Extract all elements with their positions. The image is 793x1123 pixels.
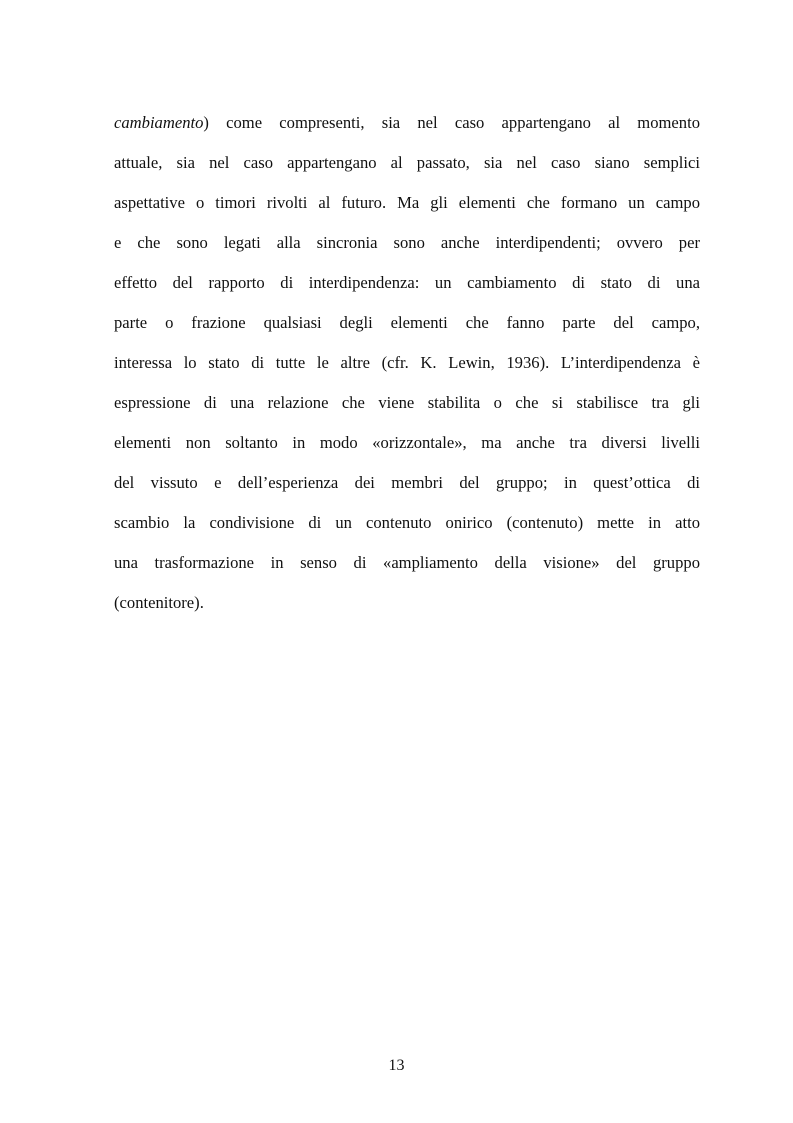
text-line: effetto del rapporto di interdipendenza: un cambiamento di stato di una	[114, 273, 700, 292]
text-line	[114, 113, 700, 153]
text-line: espressione di una relazione che viene stabilita o che si stabilisce tra gli	[114, 393, 700, 412]
text-line: e che sono legati alla sincronia sono anche interdipendenti; ovvero per	[114, 233, 700, 252]
text-line: (contenitore).	[114, 593, 204, 612]
text-line: scambio la condivisione di un contenuto onirico (contenuto) mette in atto	[114, 513, 700, 532]
text-line-content: ) come compresenti, sia nel caso appartengano al momento	[203, 113, 700, 132]
text-line: parte o frazione qualsiasi degli elementi che fanno parte del campo,	[114, 313, 700, 332]
text-line: elementi non soltanto in modo «orizzontale», ma anche tra diversi livelli	[114, 433, 700, 452]
text-line: interessa lo stato di tutte le altre (cfr. K. Lewin, 1936). L’interdipendenza è	[114, 353, 700, 372]
text-line: attuale, sia nel caso appartengano al passato, sia nel caso siano semplici	[114, 153, 700, 172]
page-number: 13	[388, 1057, 405, 1074]
text-line: del vissuto e dell’esperienza dei membri del gruppo; in quest’ottica di	[114, 473, 700, 492]
body-paragraph	[114, 113, 700, 633]
italic-word: cambiamento	[114, 113, 204, 132]
text-line: aspettative o timori rivolti al futuro. Ma gli elementi che formano un campo	[114, 193, 700, 212]
text-line: una trasformazione in senso di «ampliamento della visione» del gruppo	[114, 553, 700, 572]
